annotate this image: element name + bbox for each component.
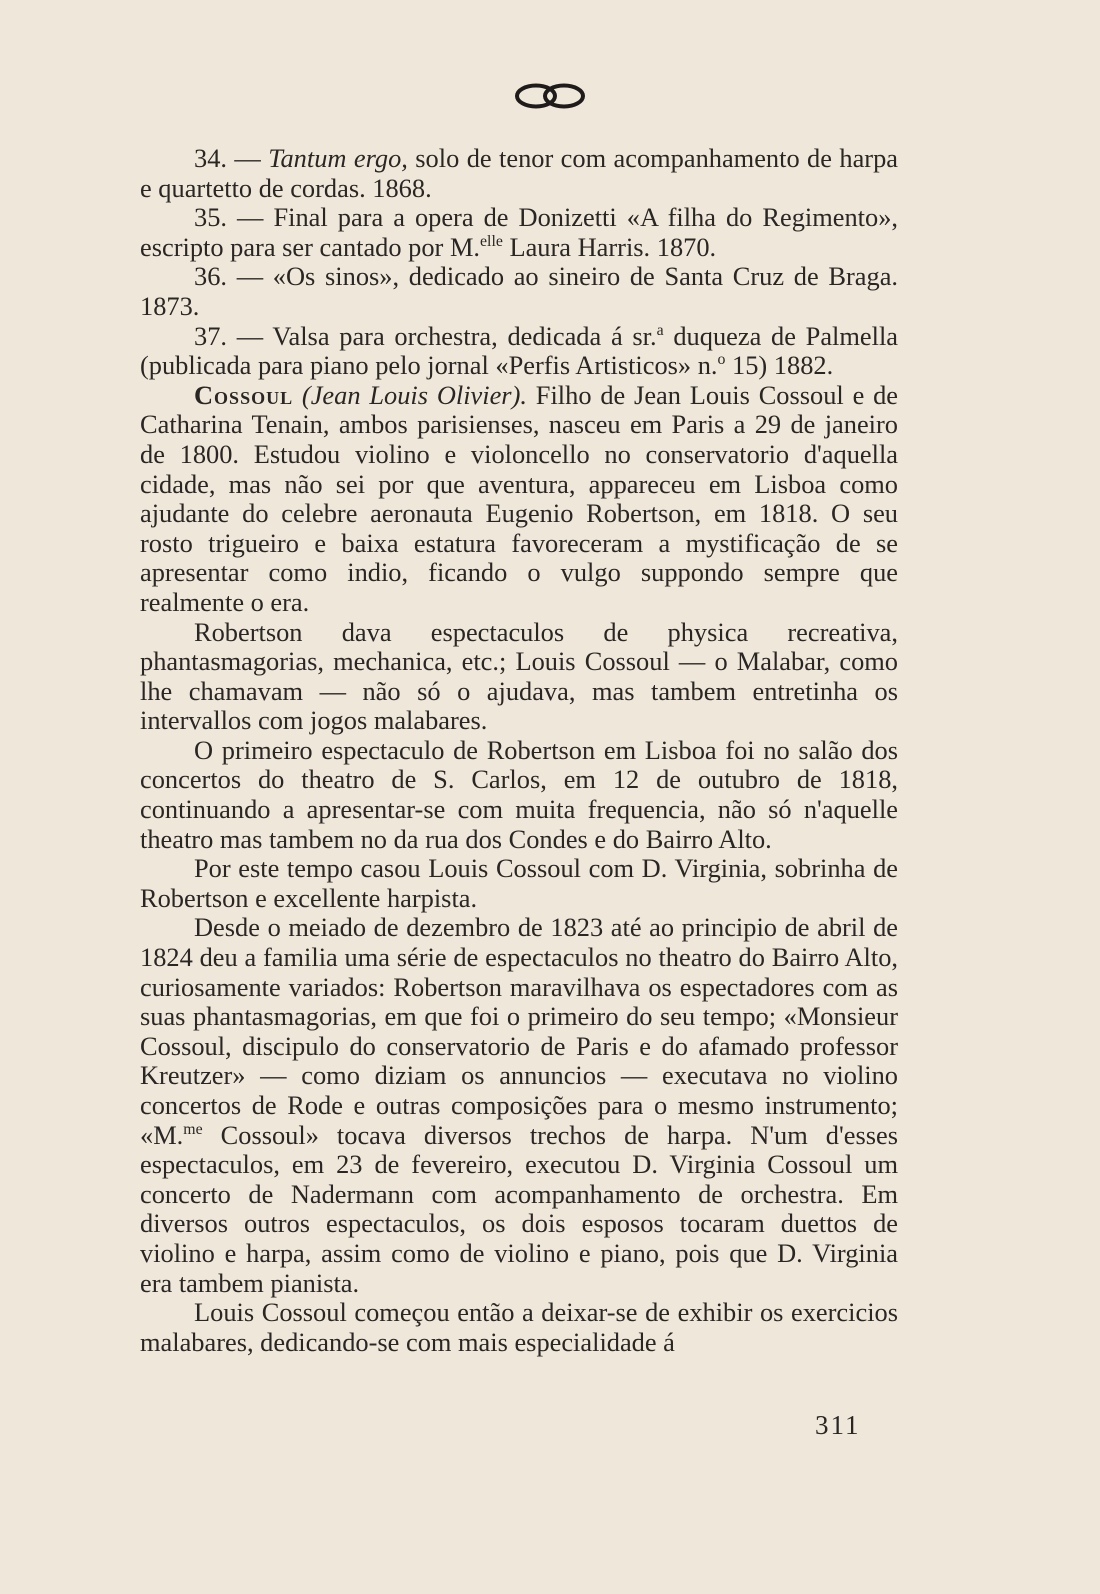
biography-paragraph-3: O primeiro espectaculo de Robertson em Lisboa foi no salão dos concertos do theatro de S. Carlos, em 12 de outubro de 1818, continuando a apresentar-se com muita frequencia, não só n'aquelle theatro mas tambem no da rua dos Condes e do Bairro Alto. <box>140 734 898 854</box>
entry-number: 35. <box>194 202 227 233</box>
superscript: elle <box>480 232 503 250</box>
entry-text: solo de tenor com acompanhamento de harpa e quartetto de cordas. 1868. <box>140 143 898 203</box>
entry-title: Tantum ergo, <box>268 143 408 173</box>
entry-37 <box>140 322 898 381</box>
paragraph-text: Cossoul» tocava diversos trechos de harpa. N'um d'esses espectaculos, em 23 de fevereiro, executou D. Virginia Cossoul um concerto de Nadermann com acompanhamento de orchestra. Em diversos outros espectaculos, os dois esposos tocaram duettos de violino e harpa, assim como de violino e piano, pois que D. Virginia era tambem pianista. <box>140 1119 898 1298</box>
biography-paragraph-4: Por este tempo casou Louis Cossoul com D. Virginia, sobrinha de Robertson e excellente harpista. <box>140 853 898 913</box>
biography-paragraph-6: Louis Cossoul começou então a deixar-se de exhibir os exercicios malabares, dedicando-se com mais especialidade á <box>140 1297 898 1357</box>
paragraph-text: Desde o meiado de dezembro de 1823 até ao principio de abril de 1824 deu a familia uma série de espectaculos no theatro do Bairro Alto, curiosamente variados: Robertson maravilhava os espectadores com as suas phantasmagorias, em que foi o primeiro do seu tempo; «Monsieur Cossoul, discipulo do conservatorio de Paris e do afamado professor Kreutzer» — como diziam os annuncios — executava no violino concertos de Rode e outras composições para o mesmo instrumento; «M. <box>140 912 898 1150</box>
entry-number: 34. <box>194 143 227 173</box>
entry-text: Valsa para orchestra, dedicada á sr. <box>272 320 657 351</box>
superscript: me <box>183 1120 203 1138</box>
entry-text: 15) 1882. <box>725 350 834 381</box>
entry-number: 37. <box>194 320 227 351</box>
entry-dash: — <box>227 261 273 292</box>
entry-dash: — <box>227 143 269 173</box>
entry-dash: — <box>227 320 273 351</box>
entry-number: 36. <box>194 261 227 292</box>
page-text <box>140 144 898 1357</box>
entry-text: Laura Harris. 1870. <box>502 231 717 262</box>
entry-34 <box>140 144 898 203</box>
biography-headword: Cossoul <box>194 379 294 410</box>
interlocking-rings-icon <box>512 82 588 110</box>
header-ornament <box>0 82 1100 115</box>
superscript: a <box>656 321 664 339</box>
entry-35 <box>140 203 898 262</box>
superscript: o <box>717 351 726 369</box>
entry-text: Final para a opera de Donizetti «A filha do Regimento», escripto para ser cantado por M. <box>140 202 899 262</box>
biography-paragraph-1 <box>140 381 898 618</box>
page-number: 311 <box>815 1410 861 1440</box>
biography-paragraph-5 <box>140 913 898 1298</box>
entry-dash: — <box>227 202 274 233</box>
paragraph-text: Filho de Jean Louis Cossoul e de Catharina Tenain, ambos parisienses, nasceu em Paris a 29 de janeiro de 1800. Estudou violino e violoncello no conservatorio d'aquella cidade, mas não sei por que aventura, appareceu em Lisboa como ajudante do celebre aeronauta Eugenio Robertson, em 1818. O seu rosto trigueiro e baixa estatura favoreceram a mystificação de se apresentar como indio, ficando o vulgo suppondo sempre que realmente o era. <box>140 379 899 617</box>
entry-text: duqueza de Palmella (publicada para piano pelo jornal «Perfis Artisticos» n. <box>140 320 898 381</box>
entry-36 <box>140 262 898 321</box>
entry-text: «Os sinos», dedicado ao sineiro de Santa Cruz de Braga. 1873. <box>140 261 898 321</box>
biography-paragraph-2: Robertson dava espectaculos de physica recreativa, phantasmagorias, mechanica, etc.; Louis Cossoul — o Malabar, como lhe chamavam — não só o ajudava, mas tambem entretinha os intervallos com jogos malabares. <box>140 616 898 736</box>
biography-fullname: (Jean Louis Olivier). <box>301 379 527 410</box>
